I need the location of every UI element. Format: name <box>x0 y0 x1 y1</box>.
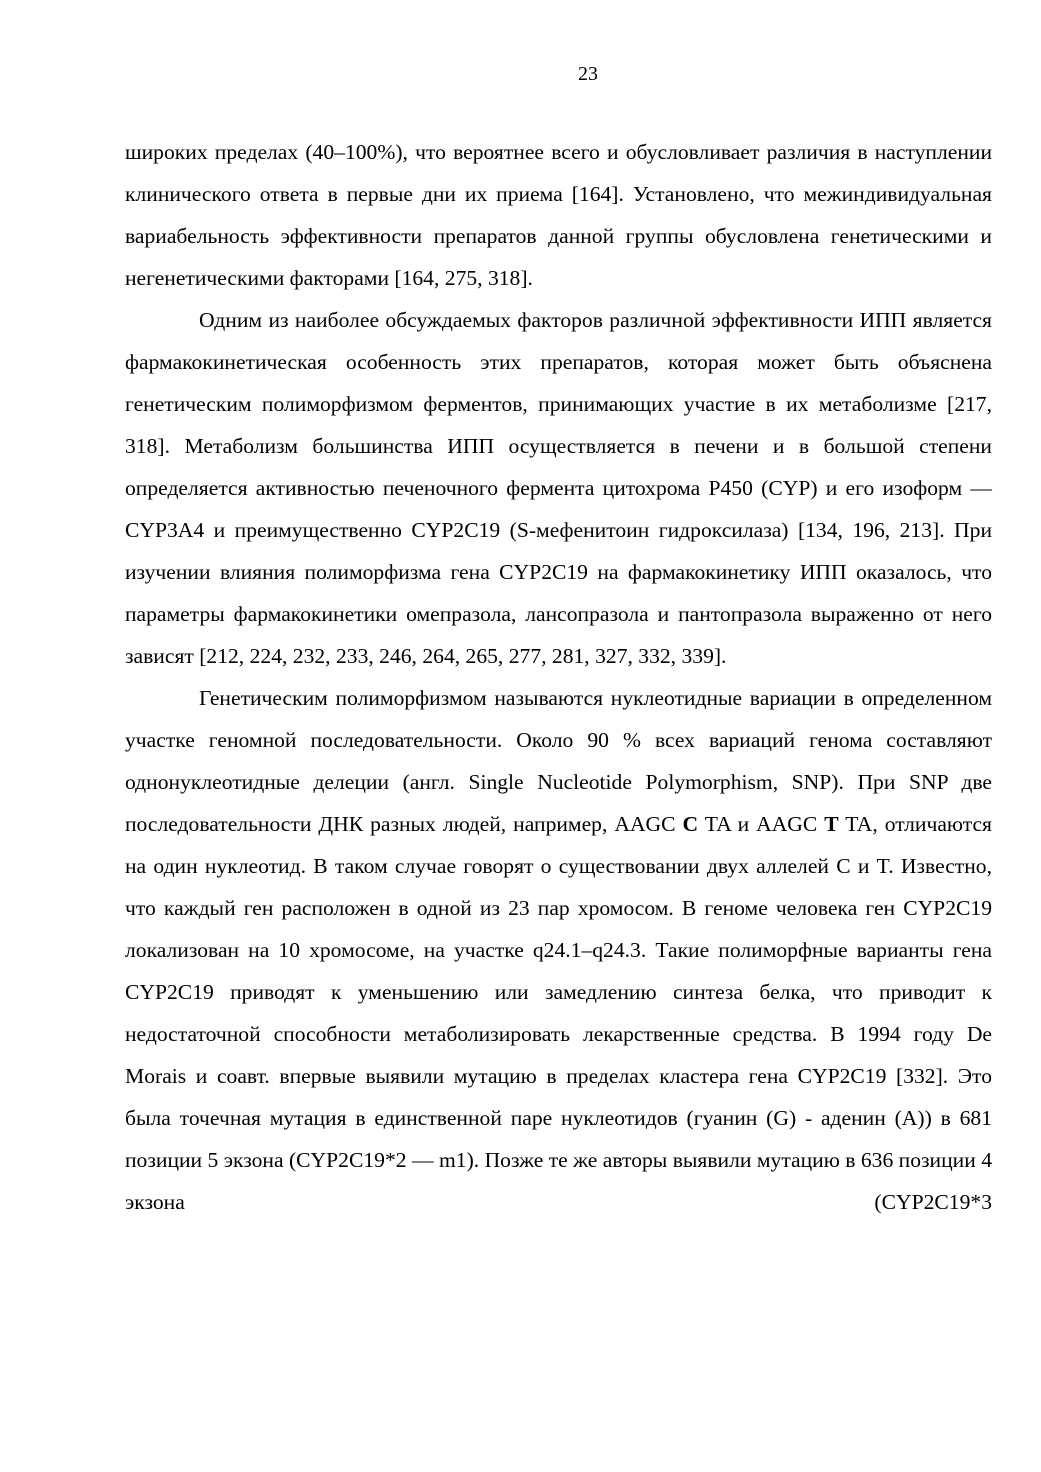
paragraph-3-text-c: TA, отличаются на один нуклеотид. В таком случае говорят о существовании двух аллелей C и T. Известно, что каждый ген расположен в одной из 23 пар хромосом. В геноме человека ген CYP2C19 локализован на 10 хромосоме, на участке q24.1–q24.3. Такие полиморфные варианты гена CYP2C19 приводят к уменьшению или замедлению синтеза белка, что приводит к недостаточной способности метаболизировать лекарственные средства. В 1994 году De Morais и соавт. впервые выявили мутацию в пределах кластера гена CYP2C19 [332]. Это была точечная мутация в единственной паре нуклеотидов (гуанин (G) - аденин (A)) в 681 позиции 5 экзона (CYP2C19*2 — m1). Позже те же авторы выявили мутацию в 636 позиции 4 экзона (CYP2C19*3 <box>125 812 992 1214</box>
body-text <box>125 131 992 1223</box>
paragraph-1: широких пределах (40–100%), что вероятнее всего и обусловливает различия в наступлении клинического ответа в первые дни их приема [164]. Установлено, что межиндивидуальная вариабельность эффективности препаратов данной группы обусловлена генетическими и негенетическими факторами [164, 275, 318]. <box>125 140 992 290</box>
paragraph-3-text-b: TA и AAGC <box>698 812 825 836</box>
page-number: 23 <box>578 63 598 85</box>
bold-nucleotide-c: C <box>682 812 699 836</box>
bold-nucleotide-t: T <box>824 812 839 836</box>
paragraph-3-text-a: Генетическим полиморфизмом называются нуклеотидные вариации в определенном участке геномной последовательности. Около 90 % всех вариаций генома составляют однонуклеотидные делеции (англ. Single Nucleotide Polymorphism, SNP). При SNP две последовательности ДНК разных людей, например, AAGC <box>125 686 992 836</box>
paragraph-3 <box>125 677 992 1223</box>
paragraph-2: Одним из наиболее обсуждаемых факторов различной эффективности ИПП является фармакокинетическая особенность этих препаратов, которая может быть объяснена генетическим полиморфизмом ферментов, принимающих участие в их метаболизме [217, 318]. Метаболизм большинства ИПП осуществляется в печени и в большой степени определяется активностью печеночного фермента цитохрома Р450 (CYP) и его изоформ — CYP3A4 и преимущественно CYP2C19 (S-мефенитоин гидроксилаза) [134, 196, 213]. При изучении влияния полиморфизма гена CYP2C19 на фармакокинетику ИПП оказалось, что параметры фармакокинетики омепразола, лансопразола и пантопразола выраженно от него зависят [212, 224, 232, 233, 246, 264, 265, 277, 281, 327, 332, 339]. <box>125 308 992 668</box>
